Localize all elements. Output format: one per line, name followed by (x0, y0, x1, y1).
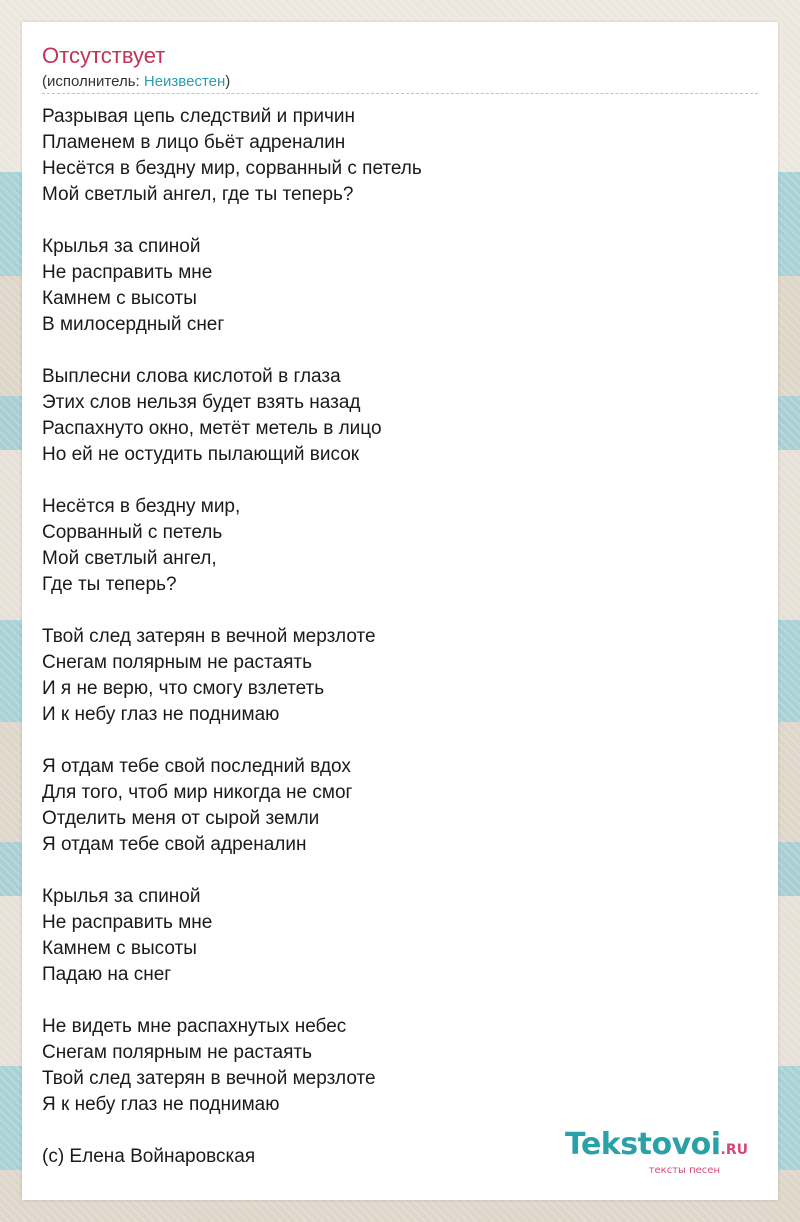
lyric-line: Твой след затерян в вечной мерзлоте (42, 1068, 376, 1089)
stanza (42, 754, 742, 858)
stanza-gap (42, 468, 742, 494)
lyric-line: Несётся в бездну мир, (42, 496, 241, 517)
lyric-line: Пламенем в лицо бьёт адреналин (42, 132, 346, 153)
lyric-line: Снегам полярным не растаять (42, 652, 312, 673)
lyric-line: Не видеть мне распахнутых небес (42, 1016, 347, 1037)
lyric-line: Снегам полярным не растаять (42, 1042, 312, 1063)
stanza-gap (42, 728, 742, 754)
title-divider (42, 93, 758, 94)
lyrics-body (42, 104, 742, 1118)
lyric-line: Отделить меня от сырой земли (42, 808, 320, 829)
artist-suffix: ) (225, 73, 231, 90)
lyric-line: В милосердный снег (42, 314, 225, 335)
lyric-line: Не расправить мне (42, 262, 213, 283)
lyric-line: И к небу глаз не поднимаю (42, 704, 280, 725)
lyric-line: Крылья за спиной (42, 236, 201, 257)
song-title: Отсутствует (42, 43, 166, 68)
lyric-line: Падаю на снег (42, 964, 172, 985)
stanza (42, 624, 742, 728)
stanza (42, 884, 742, 988)
artist-prefix: (исполнитель: (42, 73, 144, 90)
lyric-line: Я отдам тебе свой последний вдох (42, 756, 351, 777)
lyric-line: Твой след затерян в вечной мерзлоте (42, 626, 376, 647)
lyric-line: Камнем с высоты (42, 288, 197, 309)
lyric-line: Сорванный с петель (42, 522, 223, 543)
stanza-gap (42, 338, 742, 364)
lyric-line: Я отдам тебе свой адреналин (42, 834, 307, 855)
stanza (42, 494, 742, 598)
stanza-gap (42, 858, 742, 884)
stanza (42, 104, 742, 208)
stanza (42, 364, 742, 468)
logo-subtitle: тексты песен (648, 1165, 720, 1176)
lyric-line: Где ты теперь? (42, 574, 177, 595)
lyric-line: Крылья за спиной (42, 886, 201, 907)
lyric-line: Я к небу глаз не поднимаю (42, 1094, 280, 1115)
logo-name: Tekstovoi (564, 1127, 721, 1162)
lyric-line: Камнем с высоты (42, 938, 197, 959)
lyric-line: Мой светлый ангел, (42, 548, 217, 569)
artist-link[interactable]: Неизвестен (143, 73, 226, 90)
stanza-gap (42, 598, 742, 624)
lyric-line: Этих слов нельзя будет взять назад (42, 392, 361, 413)
lyric-line: Разрывая цепь следствий и причин (42, 106, 356, 127)
lyric-line: Распахнуто окно, метёт метель в лицо (42, 418, 382, 439)
lyric-line: Несётся в бездну мир, сорванный с петель (42, 158, 422, 179)
lyric-line: Выплесни слова кислотой в глаза (42, 366, 341, 387)
lyric-line: Не расправить мне (42, 912, 213, 933)
copyright-line: (c) Елена Войнаровская (42, 1146, 256, 1167)
logo-wordmark (564, 1127, 748, 1165)
stanza (42, 1014, 742, 1118)
lyric-line: Но ей не остудить пылающий висок (42, 444, 360, 465)
stanza-gap (42, 208, 742, 234)
artist-line (42, 72, 230, 92)
lyrics-card (22, 22, 778, 1200)
stanza-gap (42, 988, 742, 1014)
site-logo[interactable] (564, 1127, 748, 1177)
logo-tld: .RU (720, 1142, 748, 1158)
stanza (42, 234, 742, 338)
lyric-line: И я не верю, что смогу взлететь (42, 678, 325, 699)
lyric-line: Для того, чтоб мир никогда не смог (42, 782, 353, 803)
lyric-line: Мой светлый ангел, где ты теперь? (42, 184, 354, 205)
